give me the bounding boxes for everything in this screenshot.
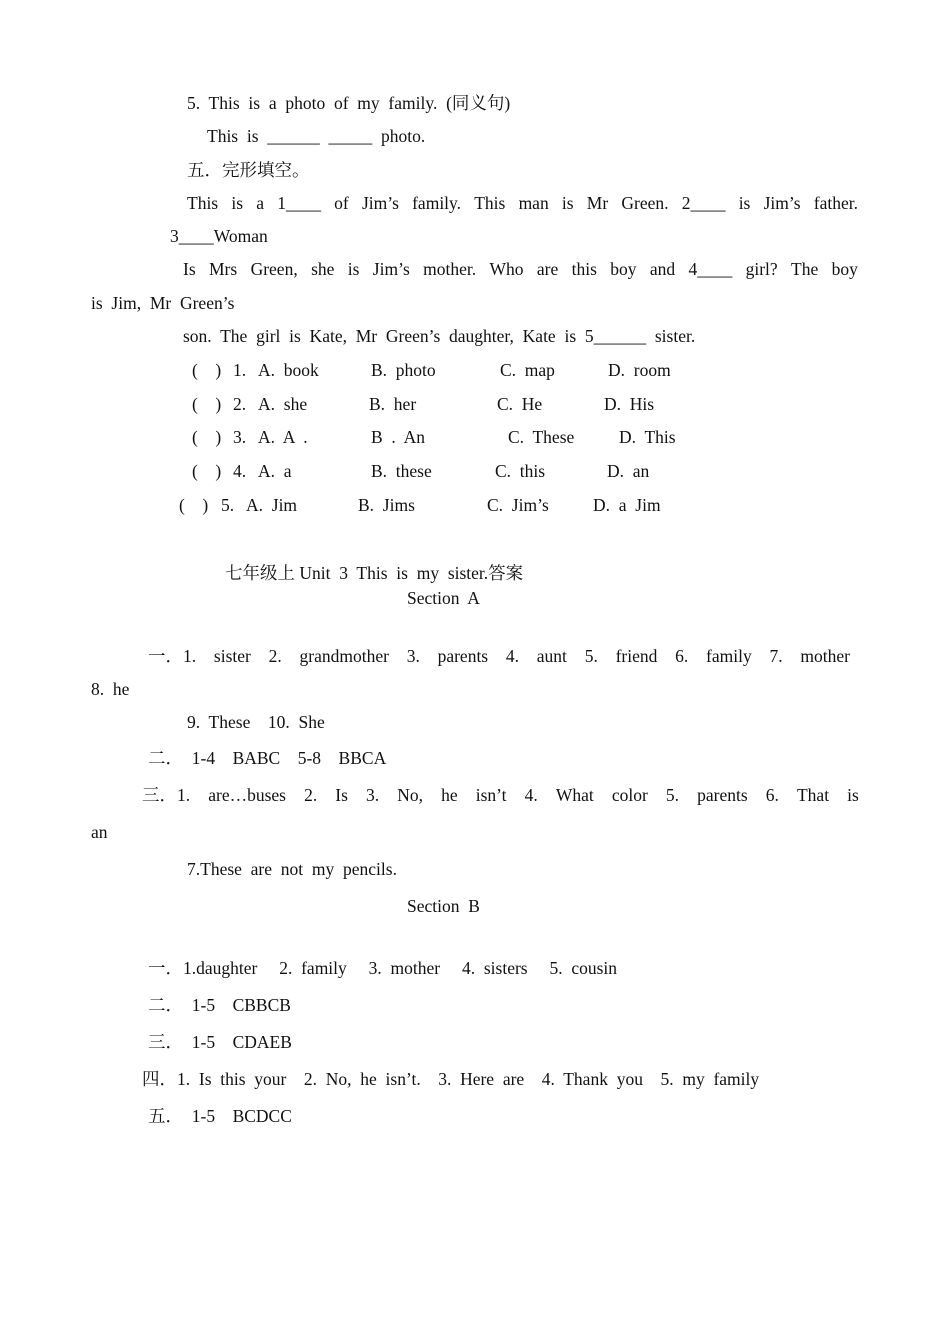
cloze-line-1 — [187, 194, 858, 213]
option-number: 2. — [233, 394, 247, 414]
cloze-line-4: is Jim, Mr Green’s — [91, 293, 235, 313]
option-d: D. room — [608, 360, 671, 380]
word: is — [231, 193, 244, 213]
option-b: B. her — [369, 394, 417, 414]
word: 6. — [765, 785, 779, 805]
section-b-part-3: 三． 1-5 CDAEB — [148, 1032, 292, 1052]
word: girl? — [745, 259, 778, 279]
section-a-part-1 — [148, 647, 850, 666]
word: color — [611, 785, 648, 805]
word: mother — [800, 646, 850, 666]
word: Green, — [250, 259, 298, 279]
option-d: D. This — [619, 427, 676, 447]
option-c: C. He — [497, 394, 543, 414]
answer-paren: ( ) — [192, 427, 222, 447]
word: This — [187, 193, 219, 213]
word: boy — [610, 259, 637, 279]
option-a: A. Jim — [246, 495, 298, 515]
word: is — [738, 193, 751, 213]
word: she — [311, 259, 335, 279]
word: Jim’s — [763, 193, 801, 213]
word: Is — [183, 259, 196, 279]
word: friend — [615, 646, 658, 666]
word: sister — [213, 646, 251, 666]
word: a — [256, 193, 264, 213]
word: he — [441, 785, 458, 805]
word: Mr — [586, 193, 609, 213]
word: family. — [412, 193, 462, 213]
section-a-part-3-line-2: 7.These are not my pencils. — [187, 859, 397, 879]
word: 7. — [769, 646, 783, 666]
section-b-heading: Section B — [407, 896, 480, 916]
option-number: 4. — [233, 461, 247, 481]
section-a-part-3-cont: an — [91, 822, 108, 842]
word: 6. — [675, 646, 689, 666]
word: parents — [697, 785, 748, 805]
word: 4. — [505, 646, 520, 666]
answer-paren: ( ) — [179, 495, 209, 515]
option-b: B. photo — [371, 360, 436, 380]
word: and — [649, 259, 676, 279]
word: is — [847, 785, 859, 805]
option-c: C. Jim’s — [487, 495, 549, 515]
word: Is — [335, 785, 348, 805]
word: grandmother — [299, 646, 389, 666]
answer-paren: ( ) — [192, 360, 222, 380]
word: boy — [831, 259, 858, 279]
word: Mrs — [209, 259, 238, 279]
word: 5. — [584, 646, 598, 666]
section-b-part-2: 二． 1-5 CBBCB — [148, 995, 291, 1015]
option-c: C. map — [500, 360, 555, 380]
section-a-heading: Section A — [407, 588, 480, 608]
word: mother. — [423, 259, 477, 279]
word: Who — [489, 259, 524, 279]
section-a-part-3 — [142, 786, 859, 805]
word: are — [536, 259, 559, 279]
word: 三．1. — [142, 785, 191, 805]
word: aunt — [536, 646, 567, 666]
word: of — [334, 193, 349, 213]
option-a: A. she — [258, 394, 308, 414]
word: 2. — [304, 785, 318, 805]
option-d: D. a Jim — [593, 495, 661, 515]
section-a-part-1-line-2: 9. These 10. She — [187, 712, 325, 732]
word: 4. — [524, 785, 538, 805]
word: What — [555, 785, 594, 805]
section-a-part-1-cont: 8. he — [91, 679, 130, 699]
option-b: B. these — [371, 461, 432, 481]
answer-paren: ( ) — [192, 394, 222, 414]
word: parents — [437, 646, 489, 666]
question-5-answer-line: This is ______ _____ photo. — [207, 126, 426, 146]
option-c: C. These — [508, 427, 575, 447]
word: 3. — [406, 646, 420, 666]
word: Jim’s — [361, 193, 399, 213]
option-number: 1. — [233, 360, 247, 380]
section-b-part-5: 五． 1-5 BCDCC — [148, 1106, 292, 1126]
word: 2____ — [681, 193, 726, 213]
word: The — [791, 259, 819, 279]
word: No, — [397, 785, 424, 805]
word: father. — [813, 193, 858, 213]
word: This — [474, 193, 506, 213]
word: is — [347, 259, 360, 279]
section-b-part-4: 四．1. Is this your 2. No, he isn’t. 3. Here are 4. Thank you 5. my family — [142, 1069, 760, 1089]
word: isn’t — [475, 785, 507, 805]
option-d: D. His — [604, 394, 655, 414]
word: 一．1. — [148, 646, 197, 666]
cloze-line-5: son. The girl is Kate, Mr Green’s daughter, Kate is 5______ sister. — [183, 326, 696, 346]
answer-paren: ( ) — [192, 461, 222, 481]
question-5-prompt: 5. This is a photo of my family. (同义句) — [187, 93, 511, 113]
word: this — [571, 259, 597, 279]
cloze-line-2: 3____Woman — [170, 226, 268, 246]
word: family — [706, 646, 752, 666]
option-c: C. this — [495, 461, 546, 481]
word: 2. — [268, 646, 282, 666]
section-a-part-2: 二． 1-4 BABC 5-8 BBCA — [148, 748, 387, 768]
word: are…buses — [208, 785, 286, 805]
word: 5. — [665, 785, 680, 805]
word: Green. — [621, 193, 669, 213]
option-number: 3. — [233, 427, 247, 447]
option-number: 5. — [221, 495, 235, 515]
word: 1____ — [277, 193, 321, 213]
word: is — [561, 193, 574, 213]
option-a: A. A . — [258, 427, 308, 447]
option-b: B . An — [371, 427, 425, 447]
word: 3. — [366, 785, 380, 805]
option-b: B. Jims — [358, 495, 415, 515]
answer-key-title: 七年级上 Unit 3 This is my sister.答案 — [225, 563, 524, 583]
word: Jim’s — [372, 259, 410, 279]
cloze-line-3 — [183, 260, 858, 279]
section-b-part-1: 一．1.daughter 2. family 3. mother 4. sisters 5. cousin — [148, 958, 618, 978]
cloze-heading: 五．完形填空。 — [187, 160, 310, 180]
word: 4____ — [688, 259, 733, 279]
word: That — [796, 785, 830, 805]
word: man — [518, 193, 549, 213]
option-a: A. a — [258, 461, 292, 481]
option-d: D. an — [607, 461, 650, 481]
option-a: A. book — [258, 360, 319, 380]
